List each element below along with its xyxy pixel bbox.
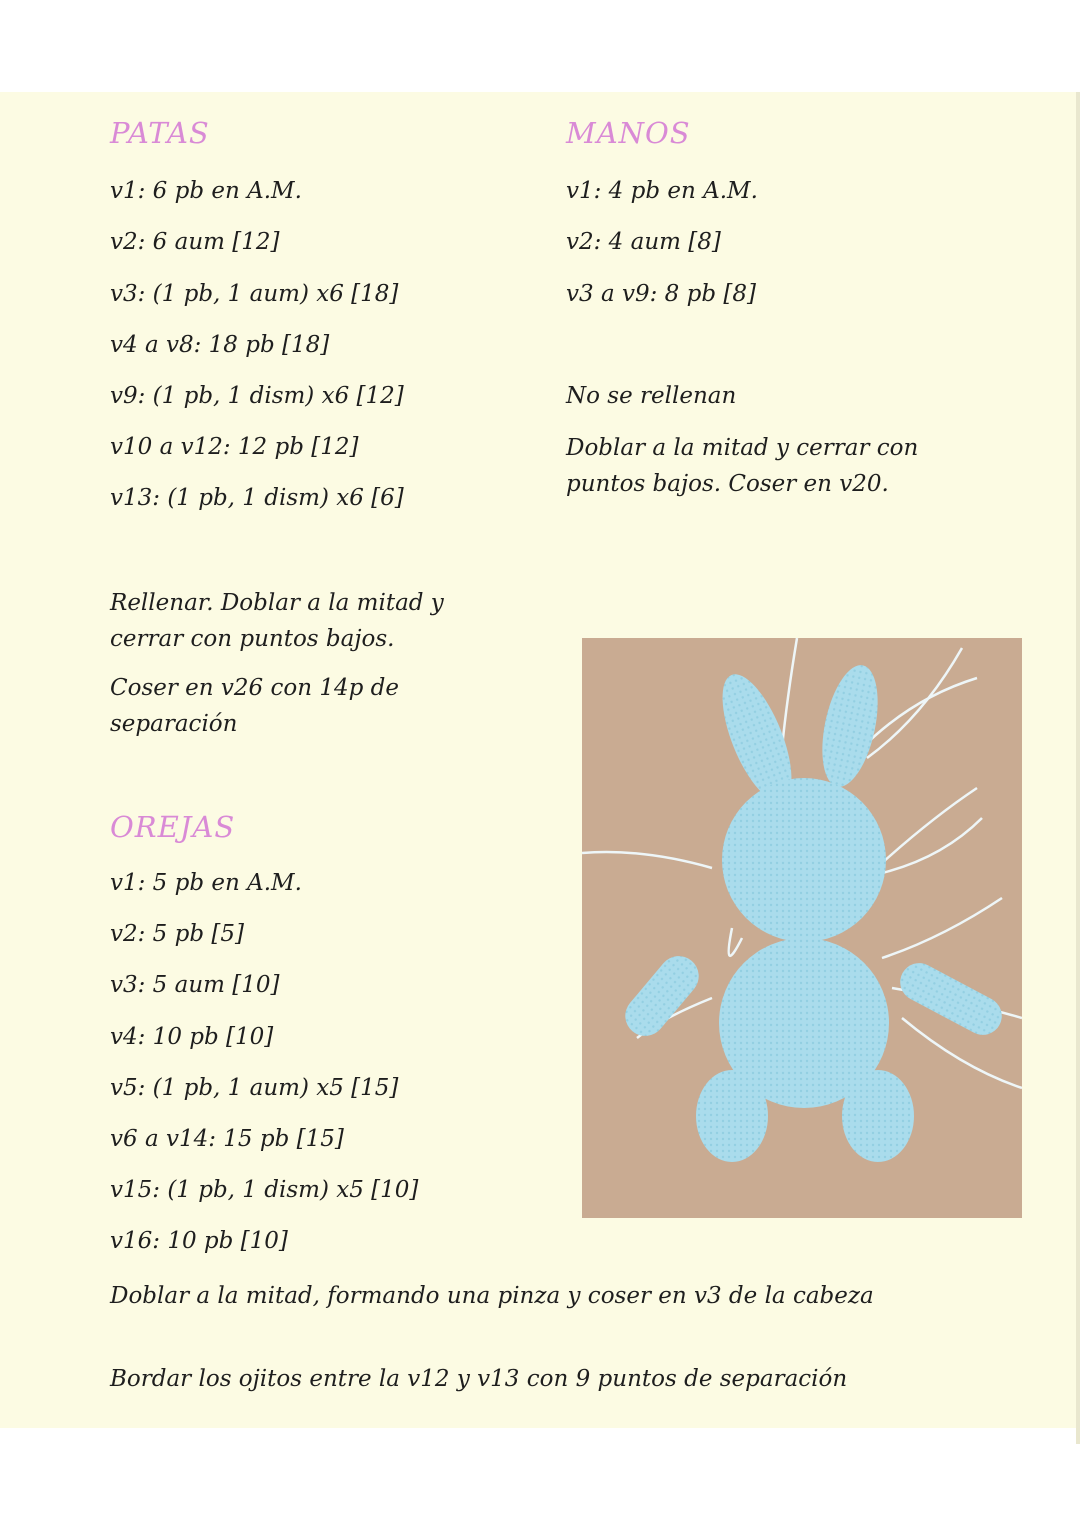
orejas-row: v2: 5 pb [5] — [110, 921, 244, 947]
orejas-note: Doblar a la mitad, formando una pinza y coser en v3 de la cabeza — [110, 1283, 874, 1309]
orejas-row: v4: 10 pb [10] — [110, 1024, 274, 1050]
left-arm — [617, 948, 707, 1044]
orejas-row: v3: 5 aum [10] — [110, 972, 280, 998]
right-leg — [842, 1070, 914, 1162]
patas-row: v10 a v12: 12 pb [12] — [110, 434, 359, 460]
left-leg — [696, 1070, 768, 1162]
manos-note: No se rellenan — [566, 383, 737, 409]
orejas-row: v5: (1 pb, 1 aum) x5 [15] — [110, 1075, 399, 1101]
orejas-row: v16: 10 pb [10] — [110, 1228, 288, 1254]
bunny-photo — [582, 638, 1022, 1218]
orejas-row: v6 a v14: 15 pb [15] — [110, 1126, 344, 1152]
patas-row: v9: (1 pb, 1 dism) x6 [12] — [110, 383, 404, 409]
patas-row: v13: (1 pb, 1 dism) x6 [6] — [110, 485, 404, 511]
right-ear — [813, 660, 888, 792]
patas-heading: PATAS — [110, 116, 210, 150]
bunny-head — [722, 778, 886, 942]
patas-row: v3: (1 pb, 1 aum) x6 [18] — [110, 281, 399, 307]
manos-row: v2: 4 aum [8] — [566, 229, 721, 255]
patas-note: Coser en v26 con 14p de separación — [110, 675, 399, 737]
orejas-note: Bordar los ojitos entre la v12 y v13 con 9 puntos de separación — [110, 1366, 848, 1392]
patas-row: v2: 6 aum [12] — [110, 229, 280, 255]
orejas-heading: OREJAS — [110, 810, 236, 844]
page-edge — [1076, 92, 1080, 1444]
crochet-bunny-image — [582, 638, 1022, 1218]
manos-row: v3 a v9: 8 pb [8] — [566, 281, 756, 307]
manos-note: Doblar a la mitad y cerrar con puntos bajos. Coser en v20. — [566, 435, 919, 497]
patas-note: Rellenar. Doblar a la mitad y cerrar con puntos bajos. — [110, 590, 444, 652]
manos-row: v1: 4 pb en A.M. — [566, 178, 758, 204]
orejas-row: v1: 5 pb en A.M. — [110, 870, 302, 896]
patas-row: v1: 6 pb en A.M. — [110, 178, 302, 204]
patas-row: v4 a v8: 18 pb [18] — [110, 332, 330, 358]
right-arm — [894, 956, 1009, 1041]
manos-heading: MANOS — [566, 116, 691, 150]
orejas-row: v15: (1 pb, 1 dism) x5 [10] — [110, 1177, 419, 1203]
